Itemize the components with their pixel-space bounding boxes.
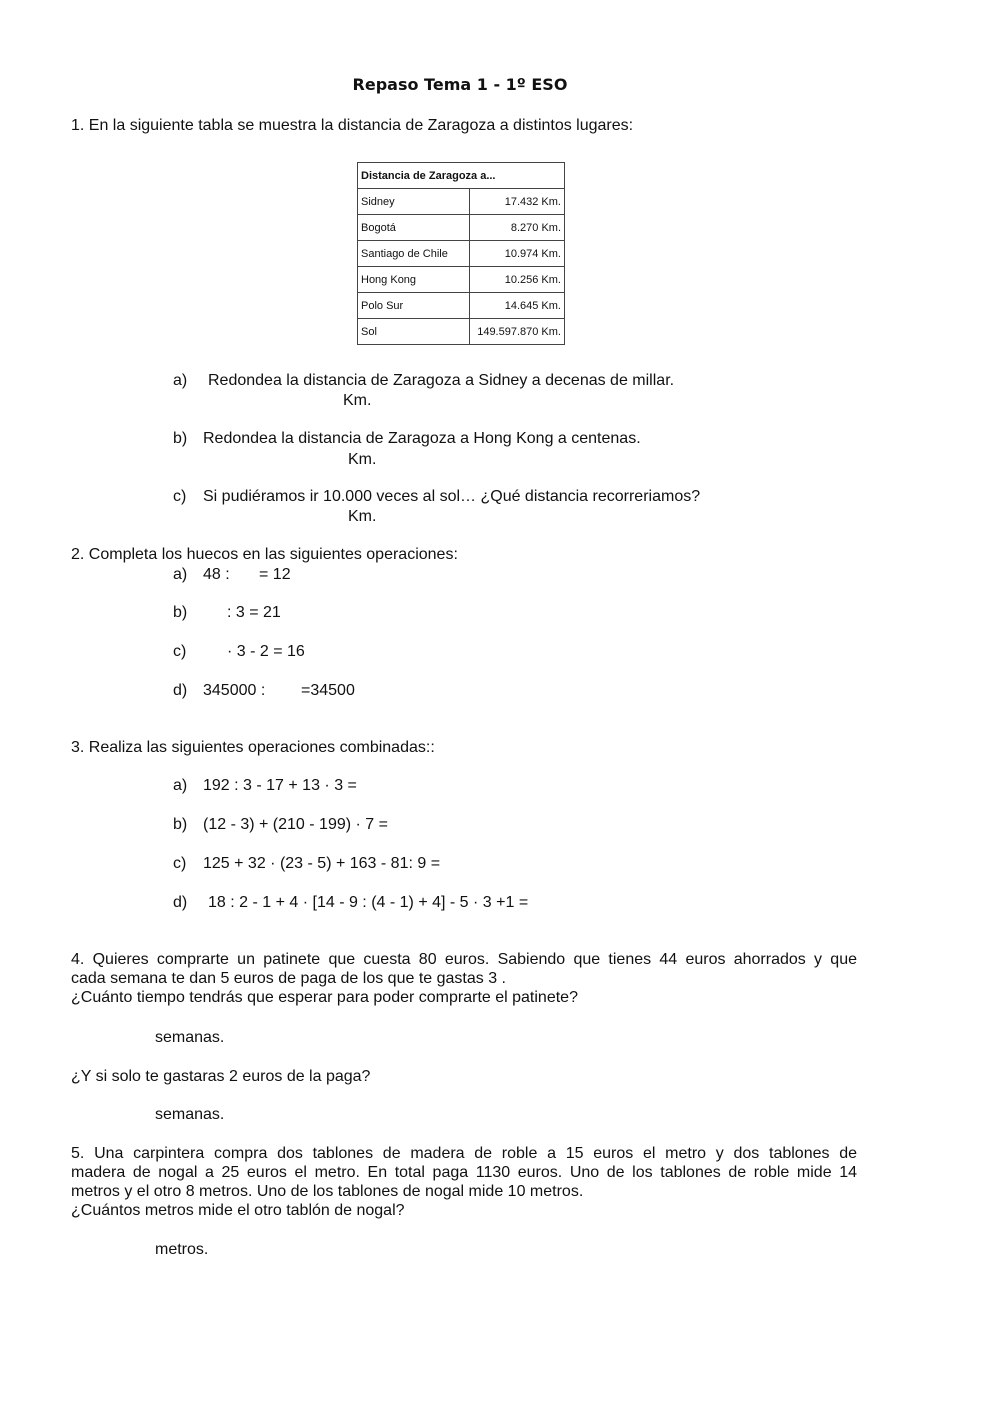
q3-statement: 3. Realiza las siguientes operaciones combinadas::: [71, 739, 435, 756]
table-row: [358, 319, 565, 345]
table-cell-distance: 14.645 Km.: [470, 293, 565, 319]
table-cell-place: Polo Sur: [358, 293, 470, 319]
table-cell-place: Sol: [358, 319, 470, 345]
table-row: [358, 241, 565, 267]
table-cell-distance: 8.270 Km.: [470, 215, 565, 241]
q3a-label: a): [173, 777, 188, 794]
q2d-right: =34500: [301, 682, 355, 699]
distance-table: [357, 162, 565, 345]
q2b-right: : 3 = 21: [227, 604, 281, 621]
q5-line-3: metros y el otro 8 metros. Uno de los tablones de nogal mide 10 metros.: [71, 1183, 584, 1200]
q4-line-2: cada semana te dan 5 euros de paga de los que te gastas 3 .: [71, 970, 506, 987]
q5-paragraph: [71, 1144, 857, 1220]
table-cell-distance: 149.597.870 Km.: [470, 319, 565, 345]
q2-statement: 2. Completa los huecos en las siguientes operaciones:: [71, 546, 458, 563]
table-cell-distance: 10.974 Km.: [470, 241, 565, 267]
q2b-label: b): [173, 604, 188, 621]
q5-answer-unit: metros.: [155, 1241, 209, 1258]
q3c-expr: 125 + 32 · (23 - 5) + 163 - 81: 9 =: [203, 855, 441, 872]
table-row: [358, 189, 565, 215]
table-row: [358, 267, 565, 293]
q2a-left: 48 :: [203, 566, 230, 583]
q2c-right: · 3 - 2 = 16: [227, 643, 305, 660]
q1a-unit: Km.: [343, 392, 372, 409]
table-header: Distancia de Zaragoza a...: [358, 163, 565, 189]
q5-line-1: 5. Una carpintera compra dos tablones de madera de roble a 15 euros el metro y dos tablones de: [71, 1145, 857, 1162]
table-row: [358, 215, 565, 241]
q1b-label: b): [173, 430, 188, 447]
q2d-label: d): [173, 682, 188, 699]
q2a-label: a): [173, 566, 188, 583]
q2d-left: 345000 :: [203, 682, 266, 699]
q3c-label: c): [173, 855, 187, 872]
q5-line-4: ¿Cuántos metros mide el otro tablón de nogal?: [71, 1202, 405, 1219]
table-cell-place: Hong Kong: [358, 267, 470, 293]
q4-answer2-unit: semanas.: [155, 1106, 225, 1123]
q1c-label: c): [173, 488, 187, 505]
q4-answer1-unit: semanas.: [155, 1029, 225, 1046]
q4-followup: ¿Y si solo te gastaras 2 euros de la paga?: [71, 1068, 371, 1085]
table-cell-place: Sidney: [358, 189, 470, 215]
q3b-label: b): [173, 816, 188, 833]
q1b-text: Redondea la distancia de Zaragoza a Hong Kong a centenas.: [203, 430, 641, 447]
q4-paragraph: [71, 950, 857, 1007]
q2a-right: = 12: [259, 566, 291, 583]
table-cell-distance: 17.432 Km.: [470, 189, 565, 215]
q3b-expr: (12 - 3) + (210 - 199) · 7 =: [203, 816, 388, 833]
q3d-label: d): [173, 894, 188, 911]
table-cell-distance: 10.256 Km.: [470, 267, 565, 293]
q1a-text: Redondea la distancia de Zaragoza a Sidney a decenas de millar.: [208, 372, 675, 389]
q4-line-3: ¿Cuánto tiempo tendrás que esperar para poder comprarte el patinete?: [71, 989, 578, 1006]
q4-line-1: 4. Quieres comprarte un patinete que cuesta 80 euros. Sabiendo que tienes 44 euros ahorrados y que: [71, 951, 857, 968]
q2c-label: c): [173, 643, 187, 660]
page-title: Repaso Tema 1 - 1º ESO: [352, 75, 568, 94]
q5-line-2: madera de nogal a 25 euros el metro. En total paga 1130 euros. Uno de los tablones de roble mide 14: [71, 1164, 857, 1181]
q1c-text: Si pudiéramos ir 10.000 veces al sol… ¿Qué distancia recorreriamos?: [203, 488, 701, 505]
q3a-expr: 192 : 3 - 17 + 13 · 3 =: [203, 777, 357, 794]
q1c-unit: Km.: [348, 508, 377, 525]
q1-statement: 1. En la siguiente tabla se muestra la distancia de Zaragoza a distintos lugares:: [71, 117, 634, 134]
q1a-label: a): [173, 372, 188, 389]
table-cell-place: Santiago de Chile: [358, 241, 470, 267]
table-row: [358, 293, 565, 319]
table-cell-place: Bogotá: [358, 215, 470, 241]
q1b-unit: Km.: [348, 451, 377, 468]
q3d-expr: 18 : 2 - 1 + 4 · [14 - 9 : (4 - 1) + 4] - 5 · 3 +1 =: [208, 894, 529, 911]
